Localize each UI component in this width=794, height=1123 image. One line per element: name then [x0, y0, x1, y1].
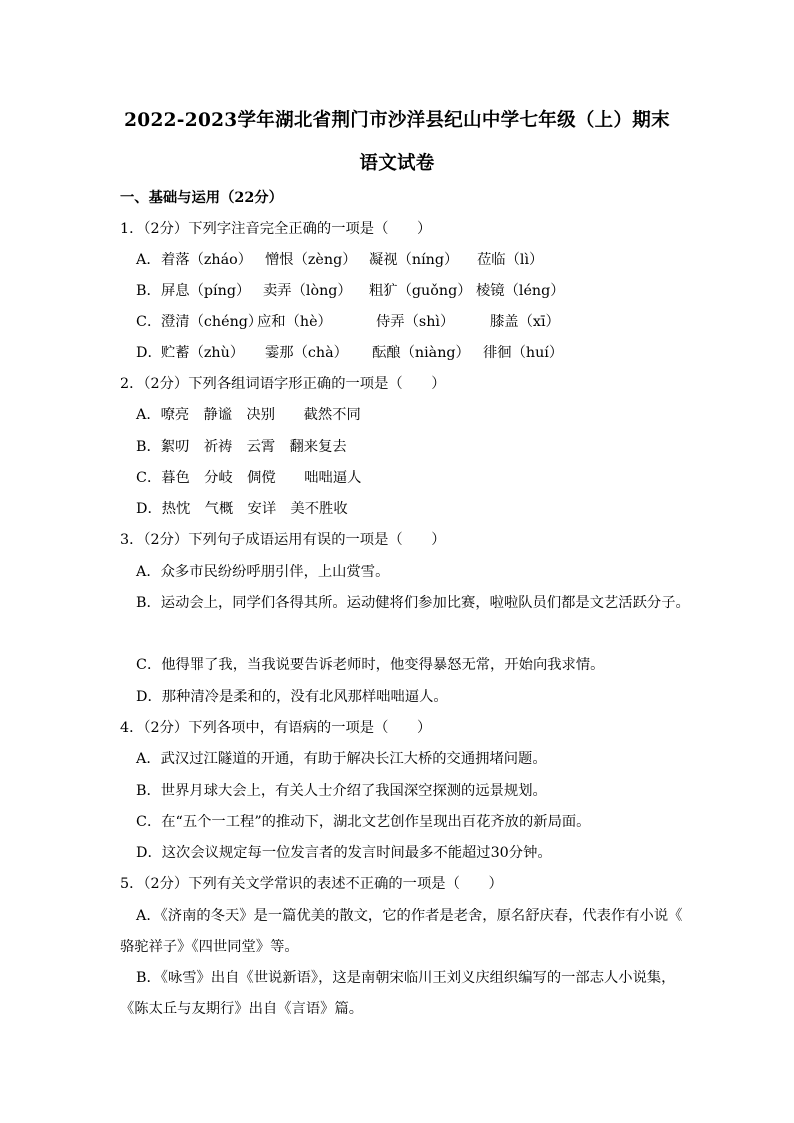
q5-option-a-line2: 骆驼祥子》《四世同堂》等。	[120, 939, 299, 955]
question-4-stem: 4．（2分）下列各项中，有语病的一项是（ ）	[120, 720, 432, 736]
question-1-stem: 1．（2分）下列字注音完全正确的一项是（ ）	[120, 221, 432, 237]
q5-option-b-line2: 《陈太丘与友期行》出自《言语》篇。	[120, 1001, 364, 1017]
q3-option-a: A．众多市民纷纷呼朋引伴，上山赏雪。	[136, 564, 390, 580]
q3-option-b: B．运动会上，同学们各得其所。运动健将们参加比赛，啦啦队员们都是文艺活跃分子。	[136, 595, 690, 611]
q5-option-a-line1: A．《济南的冬天》是一篇优美的散文，它的作者是老舍，原名舒庆春，代表作有小说《	[136, 908, 683, 924]
q2-option-b: B．絮叨 祈祷 云霄 翻来复去	[136, 439, 347, 455]
q1-option-b: B． 屏息（píng） 卖弄（lòng） 粗犷（guǒng） 棱镜（léng）	[136, 283, 565, 299]
q4-option-a: A．武汉过江隧道的开通，有助于解决长江大桥的交通拥堵问题。	[136, 751, 547, 767]
q1-option-a: A． 着落（zháo） 憎恨（zèng） 凝视（níng） 莅临（lì）	[136, 252, 544, 268]
question-3-stem: 3．（2分）下列句子成语运用有误的一项是（ ）	[120, 532, 446, 548]
q3-option-c: C．他得罪了我，当我说要告诉老师时，他变得暴怒无常，开始向我求情。	[136, 657, 605, 673]
q2-option-d: D．热忱 气概 安详 美不胜收	[136, 501, 348, 517]
q1-option-c: C． 澄清（chéng） 应和（hè） 侍弄（shì） 膝盖（xī）	[136, 314, 560, 330]
question-5-stem: 5．（2分）下列有关文学常识的表述不正确的一项是（ ）	[120, 876, 503, 892]
exam-title-line2: 语文试卷	[359, 153, 435, 174]
q4-option-d: D．这次会议规定每一位发言者的发言时间最多不能超过30分钟。	[136, 845, 552, 861]
section-heading: 一、基础与运用（22分）	[120, 190, 283, 206]
q2-option-c: C．暮色 分岐 倜傥 咄咄逼人	[136, 470, 362, 486]
q1-option-d: D． 贮蓄（zhù） 霎那（chà） 酝酿（niàng） 徘徊（huí）	[136, 345, 564, 361]
exam-title-line1: 2022-2023学年湖北省荆门市沙洋县纪山中学七年级（上）期末	[124, 110, 670, 131]
q4-option-b: B．世界月球大会上，有关人士介绍了我国深空探测的远景规划。	[136, 783, 547, 799]
q2-option-a: A．嘹亮 静谧 决别 截然不同	[136, 407, 361, 423]
question-2-stem: 2．（2分）下列各组词语字形正确的一项是（ ）	[120, 376, 446, 392]
q5-option-b-line1: B．《咏雪》出自《世说新语》，这是南朝宋临川王刘义庆组织编写的一部志人小说集，	[136, 970, 676, 986]
q3-option-d: D．那种清冷是柔和的，没有北风那样咄咄逼人。	[136, 689, 448, 705]
q4-option-c: C．在“五个一工程”的推动下，湖北文艺创作呈现出百花齐放的新局面。	[136, 814, 591, 830]
